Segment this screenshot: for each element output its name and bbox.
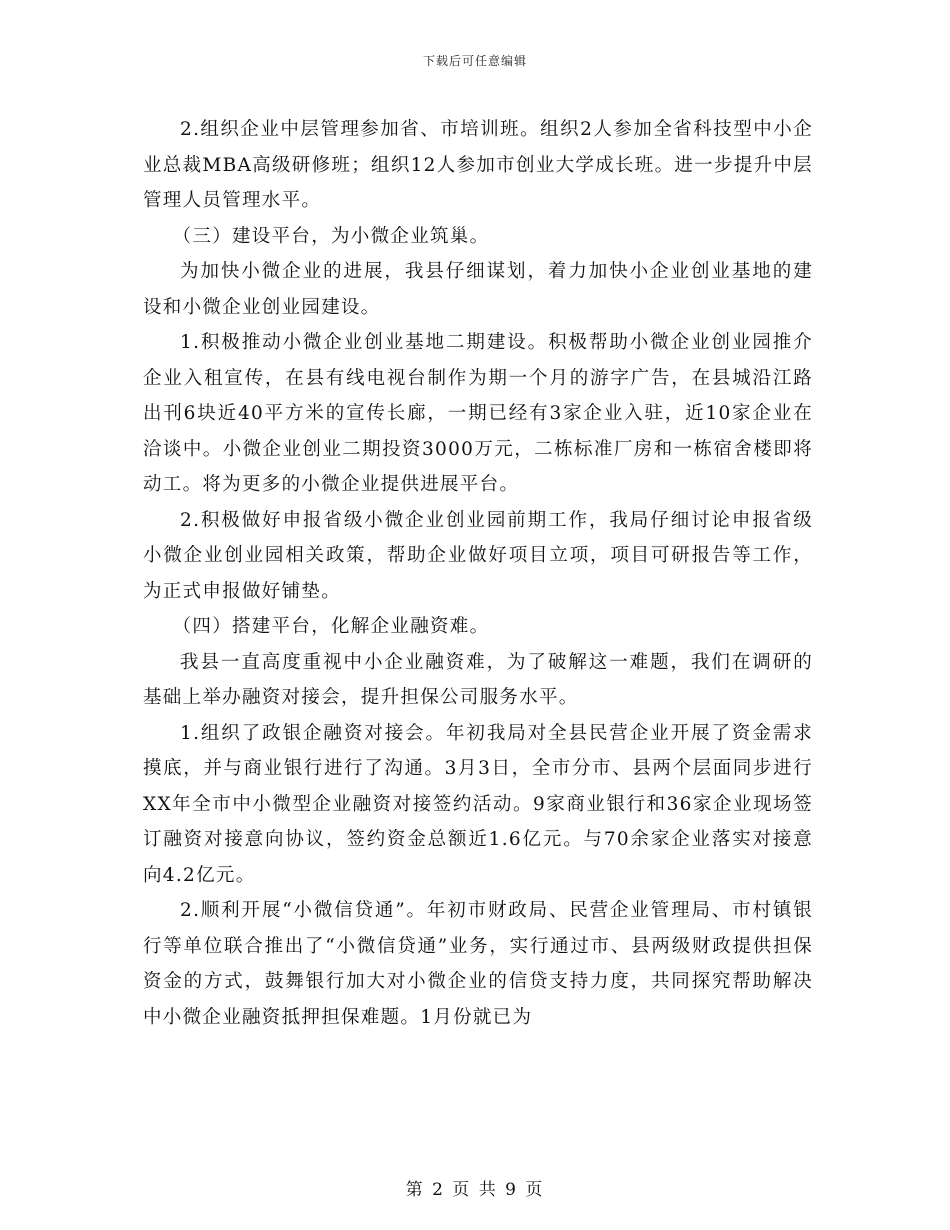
paragraph: 2.积极做好申报省级小微企业创业园前期工作，我局仔细讨论申报省级小微企业创业园相关政策，帮助企业做好项目立项，项目可研报告等工作，为正式申报做好铺垫。 bbox=[143, 509, 813, 602]
document-body bbox=[143, 112, 813, 1035]
section-heading: （四）搭建平台，化解企业融资难。 bbox=[172, 616, 490, 637]
paragraph: 2.组织企业中层管理参加省、市培训班。组织2人参加全省科技型中小企业总裁MBA高级研修班；组织12人参加市创业大学成长班。进一步提升中层管理人员管理水平。 bbox=[143, 119, 813, 211]
page-header: 下载后可任意编辑 bbox=[422, 54, 527, 68]
paragraph: 为加快小微企业的进展，我县仔细谋划，着力加快小企业创业基地的建设和小微企业创业园建设。 bbox=[143, 261, 813, 318]
paragraph: 1.组织了政银企融资对接会。年初我局对全县民营企业开展了资金需求摸底，并与商业银行进行了沟通。3月3日，全市分市、县两个层面同步进行XX年全市中小微型企业融资对接签约活动。9家商业银行和36家企业现场签订融资对接意向协议，签约资金总额近1.6亿元。与70余家企业落实对接意向4.2亿元。 bbox=[143, 722, 813, 886]
page-number: 第 2 页 共 9 页 bbox=[405, 1180, 545, 1200]
paragraph: 1.积极推动小微企业创业基地二期建设。积极帮助小微企业创业园推介企业入租宣传，在县有线电视台制作为期一个月的游字广告，在县城沿江路出刊6块近40平方米的宣传长廊，一期已经有3家企业入驻，近10家企业在洽谈中。小微企业创业二期投资3000万元，二栋标准厂房和一栋宿舍楼即将动工。将为更多的小微企业提供进展平台。 bbox=[143, 332, 813, 495]
paragraph: 我县一直高度重视中小企业融资难，为了破解这一难题，我们在调研的基础上举办融资对接会，提升担保公司服务水平。 bbox=[143, 651, 813, 708]
paragraph: 2.顺利开展“小微信贷通”。年初市财政局、民营企业管理局、市村镇银行等单位联合推出了“小微信贷通”业务，实行通过市、县两级财政提供担保资金的方式，鼓舞银行加大对小微企业的信贷支持力度，共同探究帮助解决中小微企业融资抵押担保难题。1月份就已为 bbox=[143, 900, 813, 1028]
section-heading: （三）建设平台，为小微企业筑巢。 bbox=[172, 225, 490, 247]
